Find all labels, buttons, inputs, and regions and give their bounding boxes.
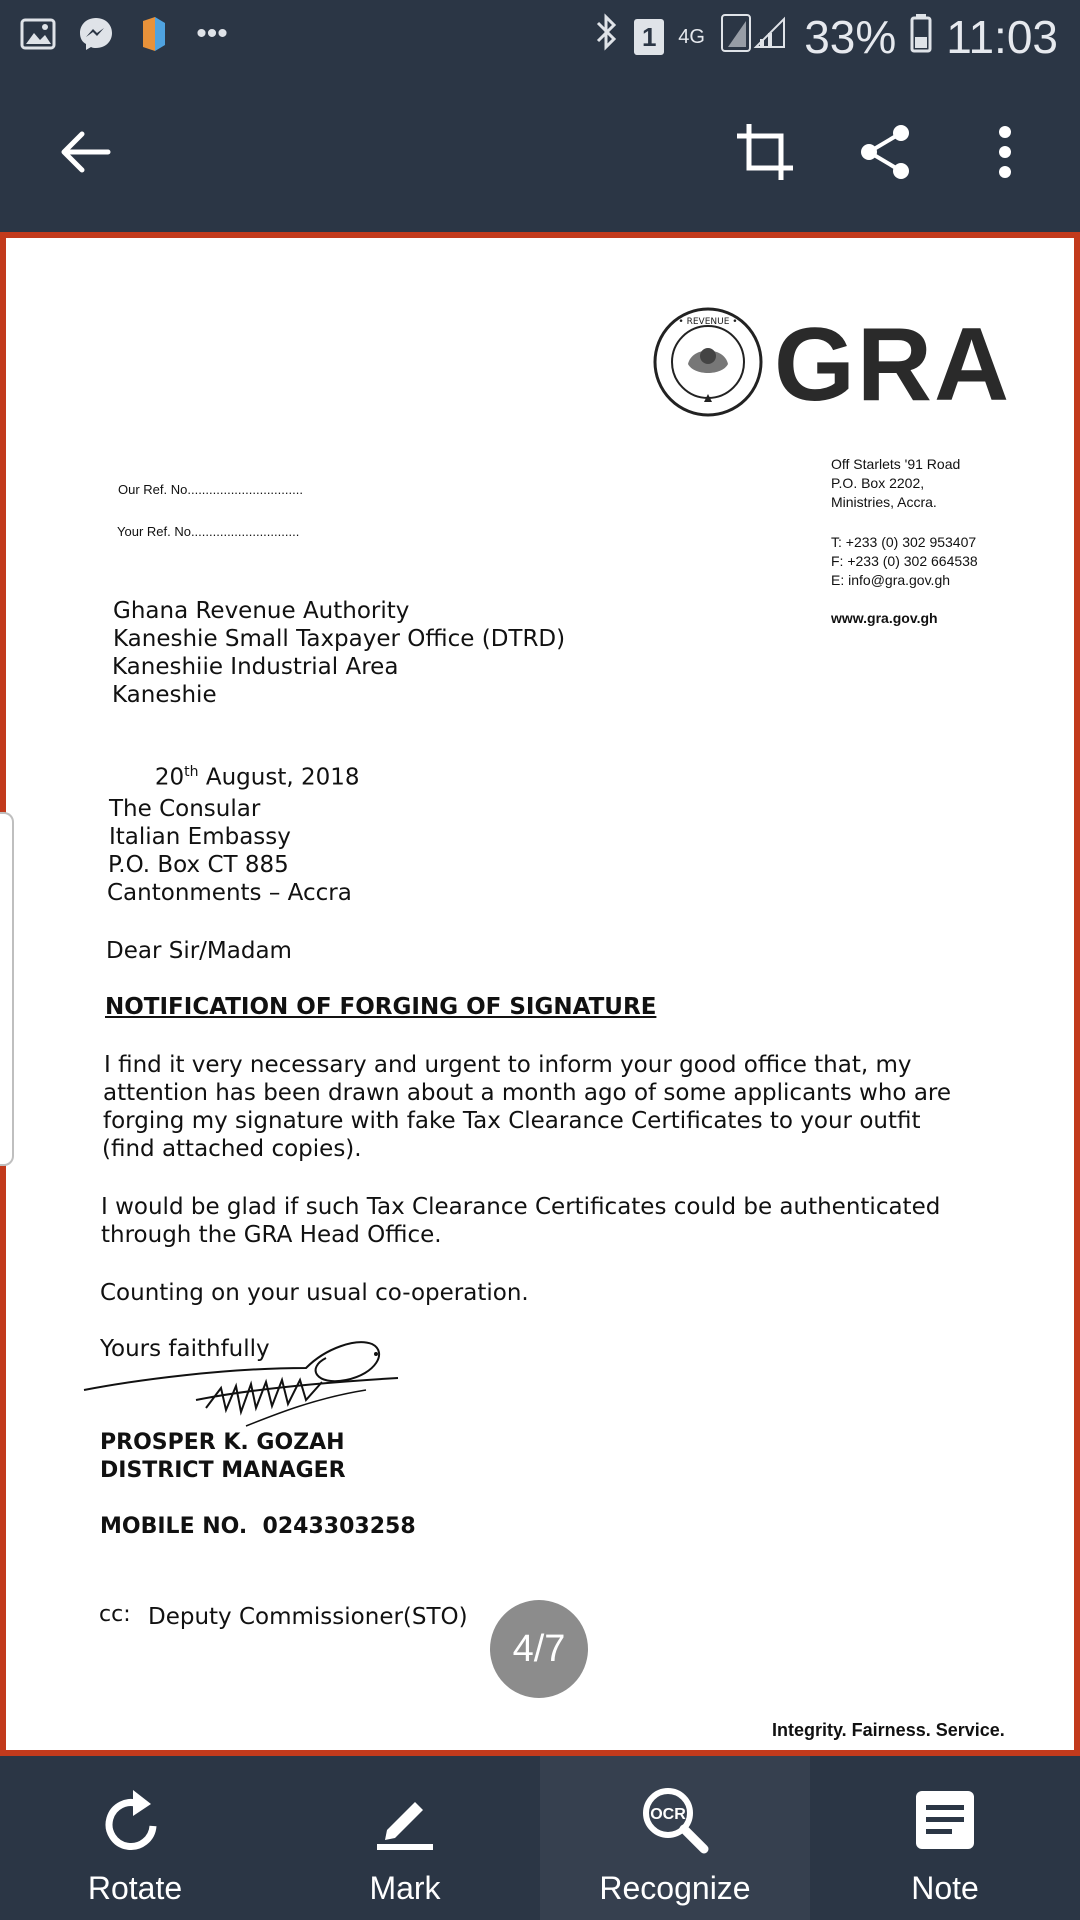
office-address-line: Off Starlets '91 Road: [831, 456, 961, 472]
website-line: www.gra.gov.gh: [831, 610, 938, 626]
paragraph-line: attention has been drawn about a month ago of some applicants who are: [103, 1080, 952, 1106]
fax-line: F: +233 (0) 302 664538: [831, 553, 978, 569]
cc-recipient: Deputy Commissioner(STO): [148, 1604, 468, 1630]
signer-title: DISTRICT MANAGER: [100, 1458, 346, 1483]
more-vert-icon: [997, 125, 1013, 184]
note-button[interactable]: [810, 1756, 1080, 1920]
paragraph-line: I would be glad if such Tax Clearance Certificates could be authenticated: [101, 1194, 941, 1220]
sender-line: Ghana Revenue Authority: [113, 598, 410, 624]
clock: 11:03: [946, 11, 1058, 63]
pencil-icon: [365, 1782, 445, 1858]
signer-name: PROSPER K. GOZAH: [100, 1430, 345, 1455]
battery-percent: 33%: [804, 11, 897, 63]
ocr-search-icon: [635, 1782, 715, 1858]
status-right: [592, 10, 1058, 64]
back-button[interactable]: [40, 109, 130, 199]
mobile-number: MOBILE NO. 0243303258: [100, 1514, 416, 1539]
note-icon: [905, 1782, 985, 1858]
office-address-line: P.O. Box 2202,: [831, 475, 925, 491]
toolbar: [0, 72, 1080, 232]
page-edge-handle: [0, 812, 14, 1166]
status-bar: [0, 0, 1080, 72]
rotate-icon: [95, 1782, 175, 1858]
closing-line: Counting on your usual co-operation.: [100, 1280, 529, 1306]
crop-icon: [735, 122, 795, 187]
crop-button[interactable]: [720, 109, 810, 199]
gallery-icon: [18, 14, 58, 54]
sender-line: Kaneshie: [112, 682, 217, 708]
sender-line: Kaneshie Small Taxpayer Office (DTRD): [113, 626, 566, 652]
network-type: 4G: [678, 26, 705, 48]
salutation: Dear Sir/Madam: [106, 938, 292, 964]
gra-logo: GRA: [774, 307, 1012, 423]
recipient-line: Italian Embassy: [109, 824, 291, 850]
note-label: Note: [911, 1870, 979, 1906]
svg-text:• REVENUE •: • REVENUE •: [678, 317, 738, 327]
recognize-label: Recognize: [599, 1870, 751, 1906]
share-icon: [857, 123, 913, 186]
footer-motto: Integrity. Fairness. Service.: [772, 1720, 1005, 1740]
office-address-line: Ministries, Accra.: [831, 494, 937, 510]
your-ref: Your Ref. No..............................: [117, 524, 300, 539]
recipient-line: Cantonments – Accra: [107, 880, 352, 906]
recipient-line: The Consular: [109, 796, 261, 822]
letter-date: 20th August, 2018: [154, 764, 360, 791]
bluetooth-icon: [592, 10, 620, 64]
letter-subject: NOTIFICATION OF FORGING OF SIGNATURE: [105, 994, 657, 1020]
rotate-button[interactable]: [0, 1756, 270, 1920]
gra-seal: [652, 306, 764, 423]
paragraph-line: I find it very necessary and urgent to inform your good office that, my: [104, 1052, 912, 1078]
more-options-button[interactable]: [960, 109, 1050, 199]
mark-label: Mark: [369, 1870, 441, 1906]
signal-icon: [720, 10, 790, 64]
recipient-line: P.O. Box CT 885: [108, 852, 289, 878]
more-notifications-icon: •••: [196, 17, 228, 50]
page-indicator: 4/7: [490, 1600, 588, 1698]
document-viewer[interactable]: [0, 232, 1080, 1756]
paragraph-line: through the GRA Head Office.: [101, 1222, 442, 1248]
our-ref: Our Ref. No................................: [118, 482, 303, 497]
battery-icon: [910, 10, 932, 64]
messenger-icon: [76, 14, 116, 54]
ocr-badge-text: OCR: [650, 1806, 686, 1823]
bottom-action-bar: [0, 1756, 1080, 1920]
paragraph-line: (find attached copies).: [102, 1136, 362, 1162]
sender-line: Kaneshiie Industrial Area: [112, 654, 399, 680]
rotate-label: Rotate: [87, 1870, 183, 1906]
scanned-letter-page: [6, 238, 1074, 1750]
notification-icons: [18, 14, 232, 54]
handwritten-signature: [76, 1328, 406, 1443]
email-line: E: info@gra.gov.gh: [831, 572, 951, 588]
arrow-left-icon: [58, 128, 112, 181]
paragraph-line: forging my signature with fake Tax Clearance Certificates to your outfit: [103, 1108, 921, 1134]
share-button[interactable]: [840, 109, 930, 199]
sim-badge: 1: [634, 19, 664, 55]
recognize-button[interactable]: [540, 1756, 810, 1920]
cc-label: cc:: [99, 1602, 131, 1627]
app-icon: [134, 14, 174, 54]
phone-line: T: +233 (0) 302 953407: [831, 534, 977, 550]
sign-off: Yours faithfully: [100, 1336, 270, 1362]
mark-button[interactable]: [270, 1756, 540, 1920]
